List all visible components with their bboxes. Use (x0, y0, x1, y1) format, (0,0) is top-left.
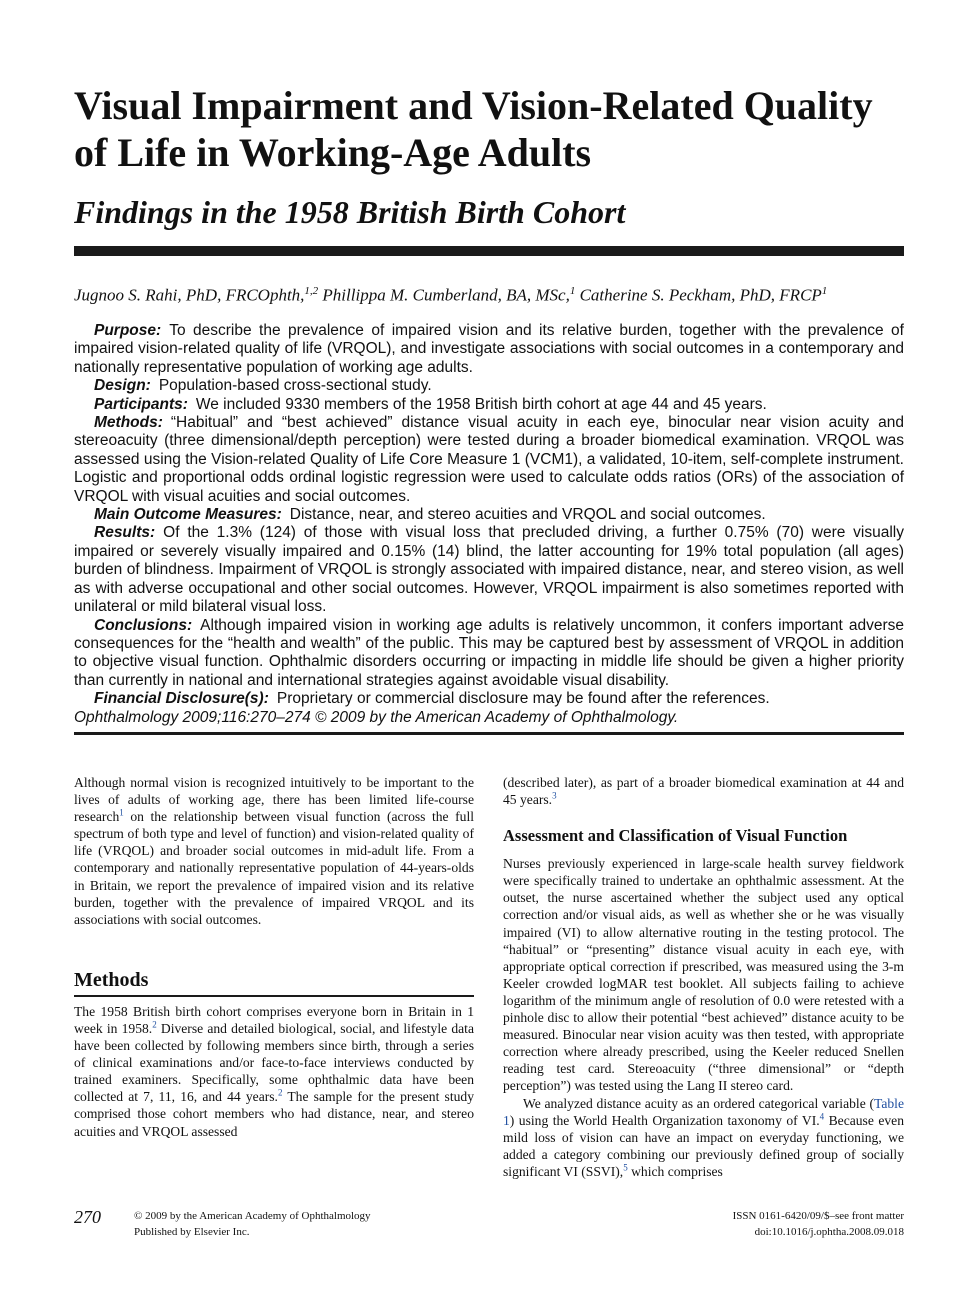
issn-line: ISSN 0161-6420/09/$–see front matter (732, 1210, 904, 1222)
abstract-methods: Methods: “Habitual” and “best achieved” distance visual acuity in each eye, binocular near vision acuity and stereoacuity (three dimensional/depth perception) were tested during a broader biomedical examination. VRQOL was assessed using the Vision-related Quality of Life Core Measure 1 (VCM1), a validated, 10-item, self-complete instrument. Logistic and proportional odds ordinal logistic regression were used to calculate odds ratios (ORs) of the association of VRQOL with visual acuities and social outcomes. (74, 414, 904, 505)
article-subtitle: Findings in the 1958 British Birth Cohort (74, 194, 626, 230)
abstract-design: Design: Population-based cross-sectional study. (94, 377, 432, 395)
reference-link[interactable]: 4 (819, 1111, 825, 1122)
continued-paragraph: (described later), as part of a broader biomedical examination at 44 and 45 years.$^3$ (503, 775, 904, 808)
abstract-label: Financial Disclosure(s): (94, 690, 269, 708)
author-name: Phillippa M. Cumberland, BA, MSc, (322, 285, 570, 305)
author-affiliation: 1 (821, 285, 828, 297)
section-heading-assessment: Assessment and Classification of Visual Function (503, 826, 848, 846)
left-column (74, 774, 474, 1140)
footer-left (134, 1208, 371, 1240)
abstract-label: Results: (94, 524, 156, 542)
reference-link[interactable]: 5 (623, 1162, 628, 1173)
author-affiliation: 1,2 (304, 285, 319, 297)
abstract-label: Main Outcome Measures: (94, 506, 282, 524)
reference-link[interactable]: 1 (119, 807, 124, 818)
intro-paragraph: Although normal vision is recognized intuitively to be important to the lives of adults of working age, there has been limited life-course research$^1$ on the relationship between visual function (across the full spectrum of both type and level of function) and vision-related quality of life (VRQOL) and broader social outcomes in mid-adult life. From a contemporary and nationally representative population of 44-years-olds in Britain, we report the prevalence of impaired vision and its relative burden, together with the prevalence of impaired VRQOL and its associations with social outcomes. (74, 775, 474, 927)
publisher-line: Published by Elsevier Inc. (134, 1226, 250, 1238)
author-name: Catherine S. Peckham, PhD, FRCP (579, 285, 822, 305)
abstract-label: Participants: (94, 395, 188, 413)
abstract-results: Results: Of the 1.3% (124) of those with visual loss that precluded driving, a further 0.75% (70) were visually impaired or severely visually impaired and 0.15% (14) blind, the latter accounting for 19% total population (all ages) burden of blindness. Impairment of VRQOL is strongly associated with impaired distance, near, and stereo vision, as well as with adverse occupational and other social outcomes. However, VRQOL impairment is also sometimes reported with unilateral or mild bilateral visual loss. (74, 524, 904, 616)
reference-link[interactable]: 2 (152, 1019, 157, 1030)
abstract (74, 322, 904, 727)
abstract-purpose: Purpose: To describe the prevalence of impaired vision and its relative burden, together with the prevalence of impaired vision-related quality of life (VRQOL), and investigate associations with social outcomes in a contemporary and nationally representative population of working age adults. (74, 322, 904, 376)
author-name: Jugnoo S. Rahi, PhD, FRCOphth, (74, 285, 305, 305)
footer-right (733, 1208, 904, 1240)
section-heading-methods: Methods (74, 968, 474, 997)
methods-paragraph: The 1958 British birth cohort comprises everyone born in Britain in 1 week in 1958.$^2$ Diverse and detailed biological, social, and lifestyle data have been collected by following members since birth, through a series of clinical examinations and/or face-to-face interviews conducted by trained examiners. Specifically, some ophthalmic data have been collected at 7, 11, 16, and 44 years.$^2$ The sample for the present study comprised those cohort members who had distance, near, and stereo acuities and VRQOL assessed (74, 1003, 474, 1139)
abstract-disclosure: Financial Disclosure(s): Proprietary or commercial disclosure may be found after the references. (94, 690, 770, 708)
page-number: 270 (74, 1207, 101, 1227)
title-divider (74, 246, 904, 256)
assessment-paragraph: Nurses previously experienced in large-scale health survey fieldwork were specifically trained to undertake an ophthalmic assessment. At the outset, the nurse ascertained whether the subject used any optical correction and/or visual aids, as well as whether she or he was visually impaired (VI) to allow alternative routing in the testing protocol. The “habitual” or “presenting” distance visual acuity in each eye, with appropriate optical correction if prescribed, was measured using the 3-m Keeler crowded logMAR test booklet. All subjects failing to achieve logarithm of the minimum angle of resolution of 0.0 were retested with a pinhole disc to allow their potential “best achieved” distance acuity to be measured. Binocular near vision acuity was then tested, with appropriate correction where already prescribed, using the Keeler reduced Snellen reading test card. Stereoacuity (“three dimensional” or “depth perception”) was tested using the Lang II stereo card. (503, 856, 904, 1094)
abstract-conclusions: Conclusions: Although impaired vision in working age adults is relatively uncommon, it confers important adverse consequences for the “health and wealth” of the public. This may be captured best by assessment of VRQOL in addition to objective visual function. Ophthalmic disorders occurring or impacting in middle life should be given a higher priority than currently in national and international strategies against avoidable visual disability. (74, 616, 904, 689)
analysis-paragraph: We analyzed distance acuity as an ordered categorical variable (Table 1) using the World Health Organization taxonomy of VI.$^4$ Because even mild loss of vision can have an impact on everyday functioning, we added a category combining our previously defined group of socially significant VI (SSVI),$^5$ which comprises (503, 1095, 904, 1179)
abstract-label: Methods: (94, 414, 163, 432)
right-column (503, 774, 904, 1180)
table-1-link[interactable]: Table 1 (503, 1095, 904, 1128)
abstract-measures: Main Outcome Measures: Distance, near, and stereo acuities and VRQOL and social outcomes. (94, 506, 766, 524)
reference-link[interactable]: 3 (552, 790, 557, 801)
reference-link[interactable]: 2 (277, 1087, 283, 1098)
abstract-divider (74, 732, 904, 735)
abstract-participants: Participants: We included 9330 members of the 1958 British birth cohort at age 44 and 45 years. (94, 395, 767, 413)
author-list (74, 280, 904, 307)
doi-line: doi:10.1016/j.ophtha.2008.09.018 (754, 1226, 904, 1238)
author-affiliation: 1 (569, 285, 576, 297)
article-title: Visual Impairment and Vision-Related Quality of Life in Working-Age Adults (74, 83, 873, 175)
copyright-line: © 2009 by the American Academy of Ophthalmology (134, 1210, 371, 1222)
abstract-label: Purpose: (94, 322, 162, 339)
journal-citation: Ophthalmology 2009;116:270–274 © 2009 by the American Academy of Ophthalmology. (74, 708, 679, 726)
abstract-label: Conclusions: (94, 616, 193, 634)
abstract-label: Design: (94, 377, 151, 395)
